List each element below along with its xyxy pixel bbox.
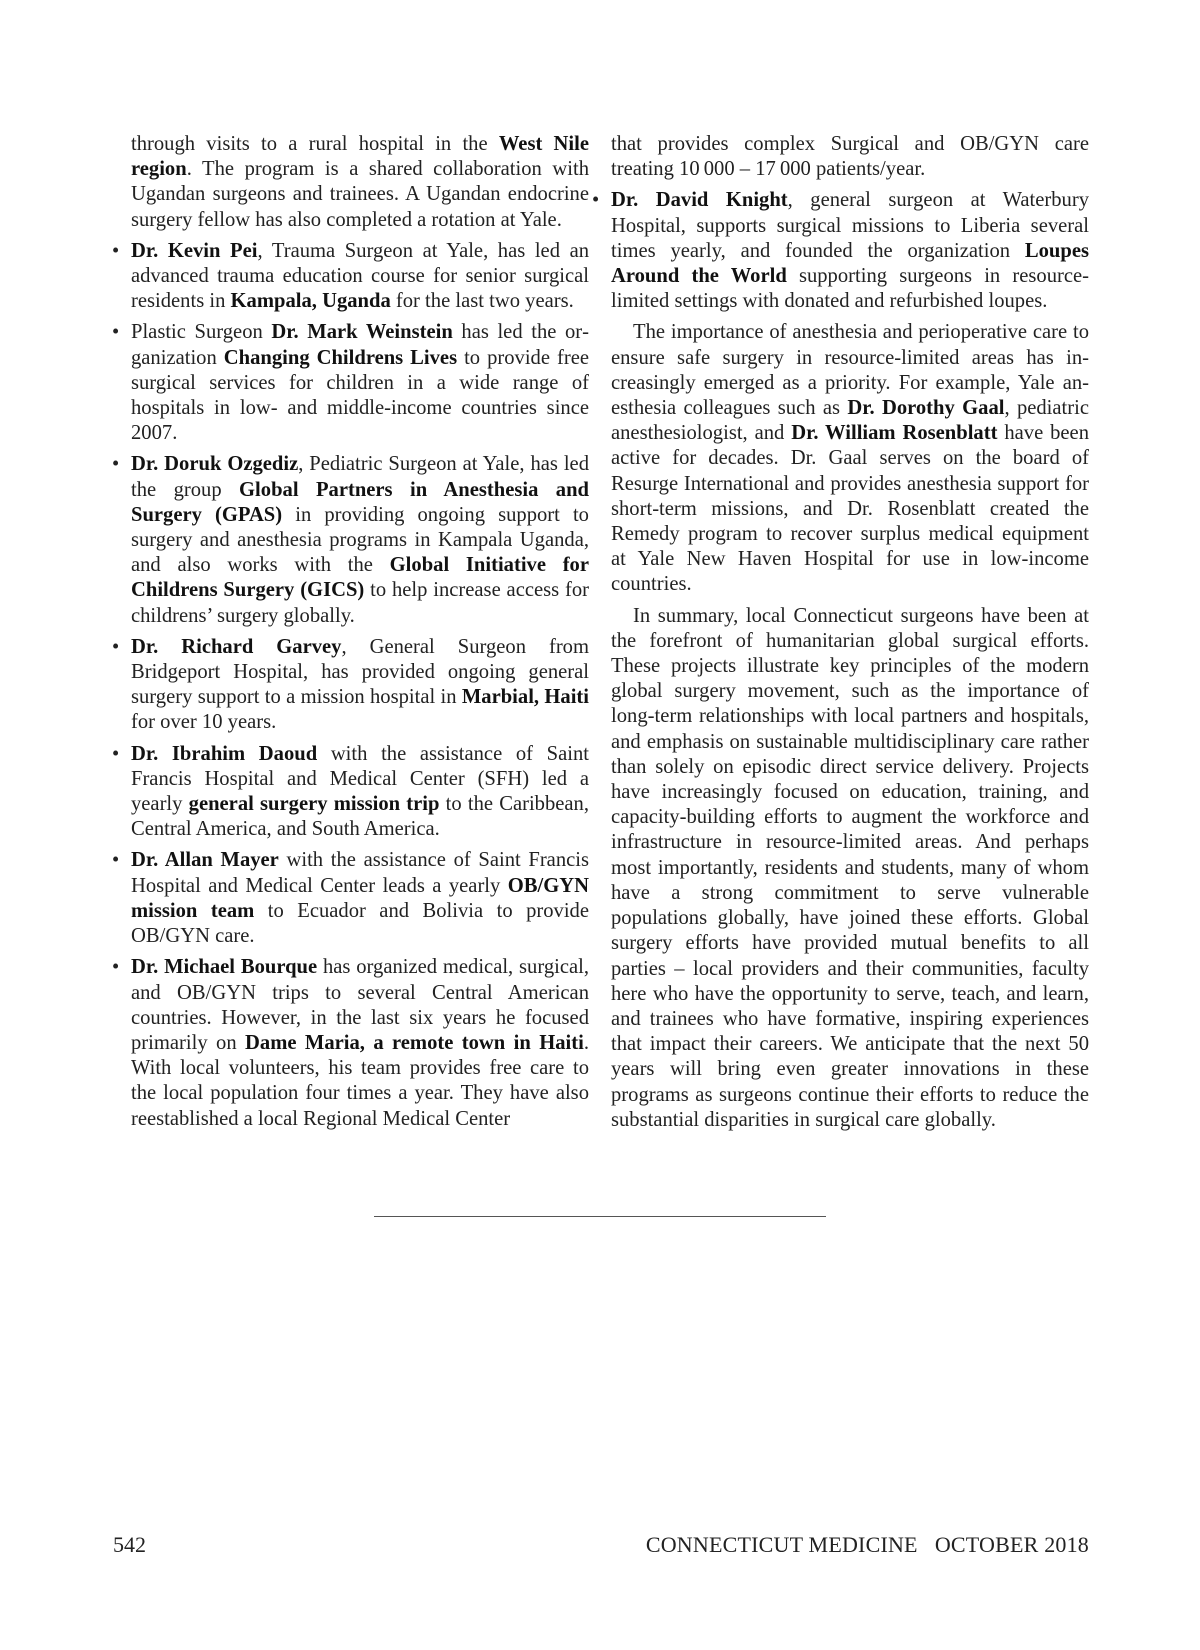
journal-name: CONNECTICUT MEDICINE [645,1532,918,1557]
bold-term: Global Partners in Anesthesia and Surgery (GPAS) [131,478,589,526]
left-column [131,132,589,1132]
bold-term: Dr. Doruk Ozgediz [131,453,299,476]
bullet-michael-bourque: • Dr. Michael Bourque has organized medical, surgical, and OB/GYN trips to several Central American countries. However, in the last six years he focused primarily on Dame Maria, a remote town in Haiti. With local volunteers, his team provides free care to the local population four times a year. They have also reestablished a local Regional Medical Center [131,955,589,1131]
bold-term: OB/​GYN mission team [131,874,589,922]
issue-date: OCTOBER 2018 [934,1532,1089,1557]
intro-paragraph: through visits to a rural hospital in the West Nile region. The program is a shared collaboration with Ugandan surgeons and trainees. A Ugandan endocrine surgery fellow has also completed a rotation at Yale. [131,133,590,231]
bold-term: Dame Maria, a remote town in Haiti [245,1031,584,1054]
section-divider [374,1216,826,1217]
bullet-list-right [611,188,1089,314]
bullet-ibrahim-daoud: • Dr. Ibrahim Daoud with the assistance of Saint Francis Hospital and Medical Center (SFH) led a yearly general surgery mission trip to the Caribbean, Central America, and South America. [131,742,589,843]
bullet-david-knight: • Dr. David Knight, general surgeon at Waterbury Hospital, supports surgical missions to Liberia several times yearly, and founded the organization Loupes Around the World supporting surgeons in resource-limited settings with donated and refurbished loupes. [611,188,1089,314]
bold-term: Dr. Allan Mayer [131,849,279,872]
bold-term: Global Initiative for Childrens Surgery (GICS) [131,554,589,602]
bold-term: Dr. Dorothy Gaal [847,397,1005,420]
bullet-richard-garvey: • Dr. Richard Garvey, General Surgeon from Bridgeport Hospital, has provided ongoing general surgery support to a mission hospital in Marbial, Haiti for over 10 years. [131,635,589,736]
bullet-kevin-pei: • Dr. Kevin Pei, Trauma Surgeon at Yale, has led an advanced trauma education course for senior surgical residents in Kampala, Uganda for the last two years. [131,239,589,315]
continuation-text: that provides complex Surgical and OB/GYN care treating 10 000 – 17 000 patients/year. [611,133,1089,181]
bold-term: Dr. Kevin Pei [131,239,258,262]
bold-term: Dr. Mark Weinstein [271,321,453,344]
bold-term: Dr. William Rosenblatt [791,422,998,445]
bold-term: Dr. Michael Bourque [131,956,318,979]
bold-term: Changing Childrens Lives [223,346,458,369]
bold-term: Dr. Richard Garvey [131,635,342,658]
bullet-mark-weinstein: • Plastic Surgeon Dr. Mark Weinstein has led the organization Changing Childrens Lives to provide free surgical services for children in a wide range of hospitals in low- and middle-income countries since 2007. [131,320,589,446]
bullet-allan-mayer: • Dr. Allan Mayer with the assistance of Saint Francis Hospital and Medical Center leads a yearly OB/​GYN mission team to Ecuador and Bolivia to provide OB/GYN care. [131,848,589,949]
bullet-list-left [131,239,589,1132]
page-number: 542 [113,1532,146,1557]
right-column [611,132,1089,1133]
anesthesia-paragraph: The importance of anesthesia and perioperative care to ensure safe surgery in resource-limited areas has increasingly emerged as a priority. For example, Yale anesthesia colleagues such as Dr. Dorothy Gaal, pediatric anesthesiologist, and Dr. William Rosenblatt have been active for decades. Dr. Gaal serves on the board of Resurge International and provides anesthesia support for short-term missions, and Dr. Rosenblatt created the Remedy program to recover surplus medical equipment at Yale New Haven Hospital for use in low-income countries. [611,321,1089,596]
bold-term: Marbial, Haiti [461,686,589,709]
summary-paragraph: In summary, local Connecticut surgeons have been at the forefront of humanitarian global surgical efforts. These projects illustrate key principles of the modern global surgery movement, such as the importance of long-term relationships with local partners and hospitals, and emphasis on sustainable multidisciplinary care rather than solely on episodic direct service delivery. Projects have increasingly focused on education, training, and capacity-building efforts to augment the workforce and infrastructure in resource-limited areas. And perhaps most importantly, residents and students, many of whom have a strong commitment to serve vulnerable populations globally, have joined these efforts. Global surgery efforts have provided mutual benefits to all parties – local providers and their communities, faculty here who have the opportunity to serve, teach, and learn, and trainees who have formative, inspiring experiences that impact their careers. We anticipate that the next 50 years will bring even greater innovations in these programs as surgeons continue their efforts to reduce the substantial disparities in surgical care globally. [611,604,1089,1131]
bold-term: general surgery mission trip [188,793,440,816]
running-footer [646,1532,1089,1558]
bold-term: West Nile region [131,133,590,181]
bullet-doruk-ozgediz: • Dr. Doruk Ozgediz, Pediatric Surgeon at Yale, has led the group Global Partners in Anesthesia and Surgery (GPAS) in providing ongoing support to surgery and anesthesia programs in Kampala Uganda, and also works with the Global Initiative for Childrens Surgery (GICS) to help increase access for childrens’ surgery globally. [131,452,589,628]
bold-term: Dr. David Knight [611,189,788,212]
bold-term: Loupes Around the World [611,239,1089,288]
bold-term: Kampala, Uganda [230,290,391,313]
bold-term: Dr. Ibrahim Daoud [131,742,318,765]
